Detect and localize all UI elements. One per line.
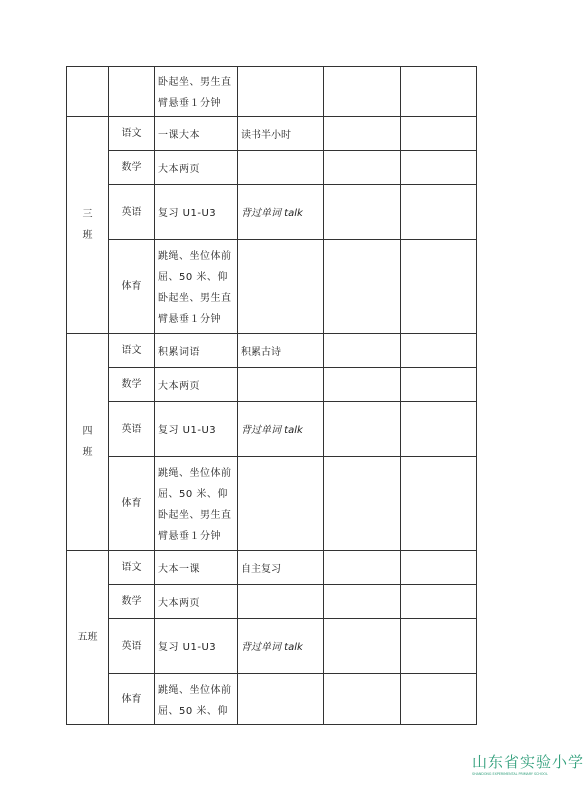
task-cell: 一课大本 (155, 117, 238, 151)
extra-task-cell (238, 674, 324, 725)
subject-cell: 英语 (109, 619, 155, 674)
subject-cell: 体育 (109, 674, 155, 725)
blank-cell (324, 674, 401, 725)
blank-cell (324, 240, 401, 334)
blank-cell (401, 619, 477, 674)
task-cell: 复习 U1-U3 (155, 185, 238, 240)
subject-cell: 体育 (109, 240, 155, 334)
blank-cell (401, 551, 477, 585)
blank-cell (324, 117, 401, 151)
blank-cell (401, 402, 477, 457)
class-cell (67, 67, 109, 117)
school-logo (472, 751, 584, 800)
blank-cell (401, 240, 477, 334)
subject-cell: 体育 (109, 457, 155, 551)
extra-task-cell (238, 457, 324, 551)
blank-cell (324, 368, 401, 402)
task-cell: 跳绳、坐位体前屈、50 米、仰 (155, 674, 238, 725)
subject-cell: 英语 (109, 185, 155, 240)
blank-cell (324, 551, 401, 585)
subject-cell: 英语 (109, 402, 155, 457)
logo-chinese-text: 山东省实验小学 (472, 753, 584, 771)
table-row (67, 334, 477, 368)
class-name-cell: 五班 (67, 551, 109, 725)
extra-task-cell (238, 368, 324, 402)
blank-cell (401, 151, 477, 185)
extra-task-cell (238, 240, 324, 334)
subject-cell: 数学 (109, 368, 155, 402)
class-name-cell: 四 班 (67, 334, 109, 551)
task-cell: 卧起坐、男生直臂悬垂１分钟 (155, 67, 238, 117)
blank-cell (401, 185, 477, 240)
subject-cell: 数学 (109, 585, 155, 619)
table-row (67, 117, 477, 151)
table-row (67, 402, 477, 457)
task-cell: 大本两页 (155, 585, 238, 619)
blank-cell (401, 585, 477, 619)
task-cell: 复习 U1-U3 (155, 619, 238, 674)
logo-english-text: SHANDONG EXPERIMENTAL PRIMARY SCHOOL (472, 772, 548, 776)
extra-task-cell: 自主复习 (238, 551, 324, 585)
table-row (67, 619, 477, 674)
subject-cell (109, 67, 155, 117)
extra-task-cell: 背过单词 talk (238, 185, 324, 240)
table-row (67, 674, 477, 725)
table-row (67, 185, 477, 240)
extra-task-cell (238, 151, 324, 185)
table-row (67, 368, 477, 402)
blank-cell (401, 674, 477, 725)
table-row (67, 585, 477, 619)
subject-cell: 语文 (109, 334, 155, 368)
extra-task-cell (238, 67, 324, 117)
extra-task-cell: 背过单词 talk (238, 402, 324, 457)
task-cell: 跳绳、坐位体前屈、50 米、仰卧起坐、男生直臂悬垂１分钟 (155, 457, 238, 551)
blank-cell (324, 334, 401, 368)
blank-cell (401, 368, 477, 402)
extra-task-cell: 积累古诗 (238, 334, 324, 368)
extra-task-cell (238, 585, 324, 619)
task-cell: 跳绳、坐位体前屈、50 米、仰卧起坐、男生直臂悬垂１分钟 (155, 240, 238, 334)
subject-cell: 语文 (109, 551, 155, 585)
blank-cell (324, 585, 401, 619)
task-cell: 大本两页 (155, 151, 238, 185)
class-name-cell: 三 班 (67, 117, 109, 334)
extra-task-cell: 读书半小时 (238, 117, 324, 151)
table-row (67, 151, 477, 185)
blank-cell (324, 151, 401, 185)
blank-cell (401, 457, 477, 551)
task-cell: 大本一课 (155, 551, 238, 585)
blank-cell (324, 67, 401, 117)
table-row (67, 551, 477, 585)
blank-cell (401, 67, 477, 117)
task-cell: 积累词语 (155, 334, 238, 368)
subject-cell: 数学 (109, 151, 155, 185)
task-cell: 复习 U1-U3 (155, 402, 238, 457)
table-row (67, 240, 477, 334)
blank-cell (324, 185, 401, 240)
table-row (67, 457, 477, 551)
extra-task-cell: 背过单词 talk (238, 619, 324, 674)
blank-cell (324, 402, 401, 457)
subject-cell: 语文 (109, 117, 155, 151)
blank-cell (401, 334, 477, 368)
table-row (67, 67, 477, 117)
task-cell: 大本两页 (155, 368, 238, 402)
homework-table (66, 66, 477, 725)
blank-cell (324, 457, 401, 551)
blank-cell (401, 117, 477, 151)
blank-cell (324, 619, 401, 674)
